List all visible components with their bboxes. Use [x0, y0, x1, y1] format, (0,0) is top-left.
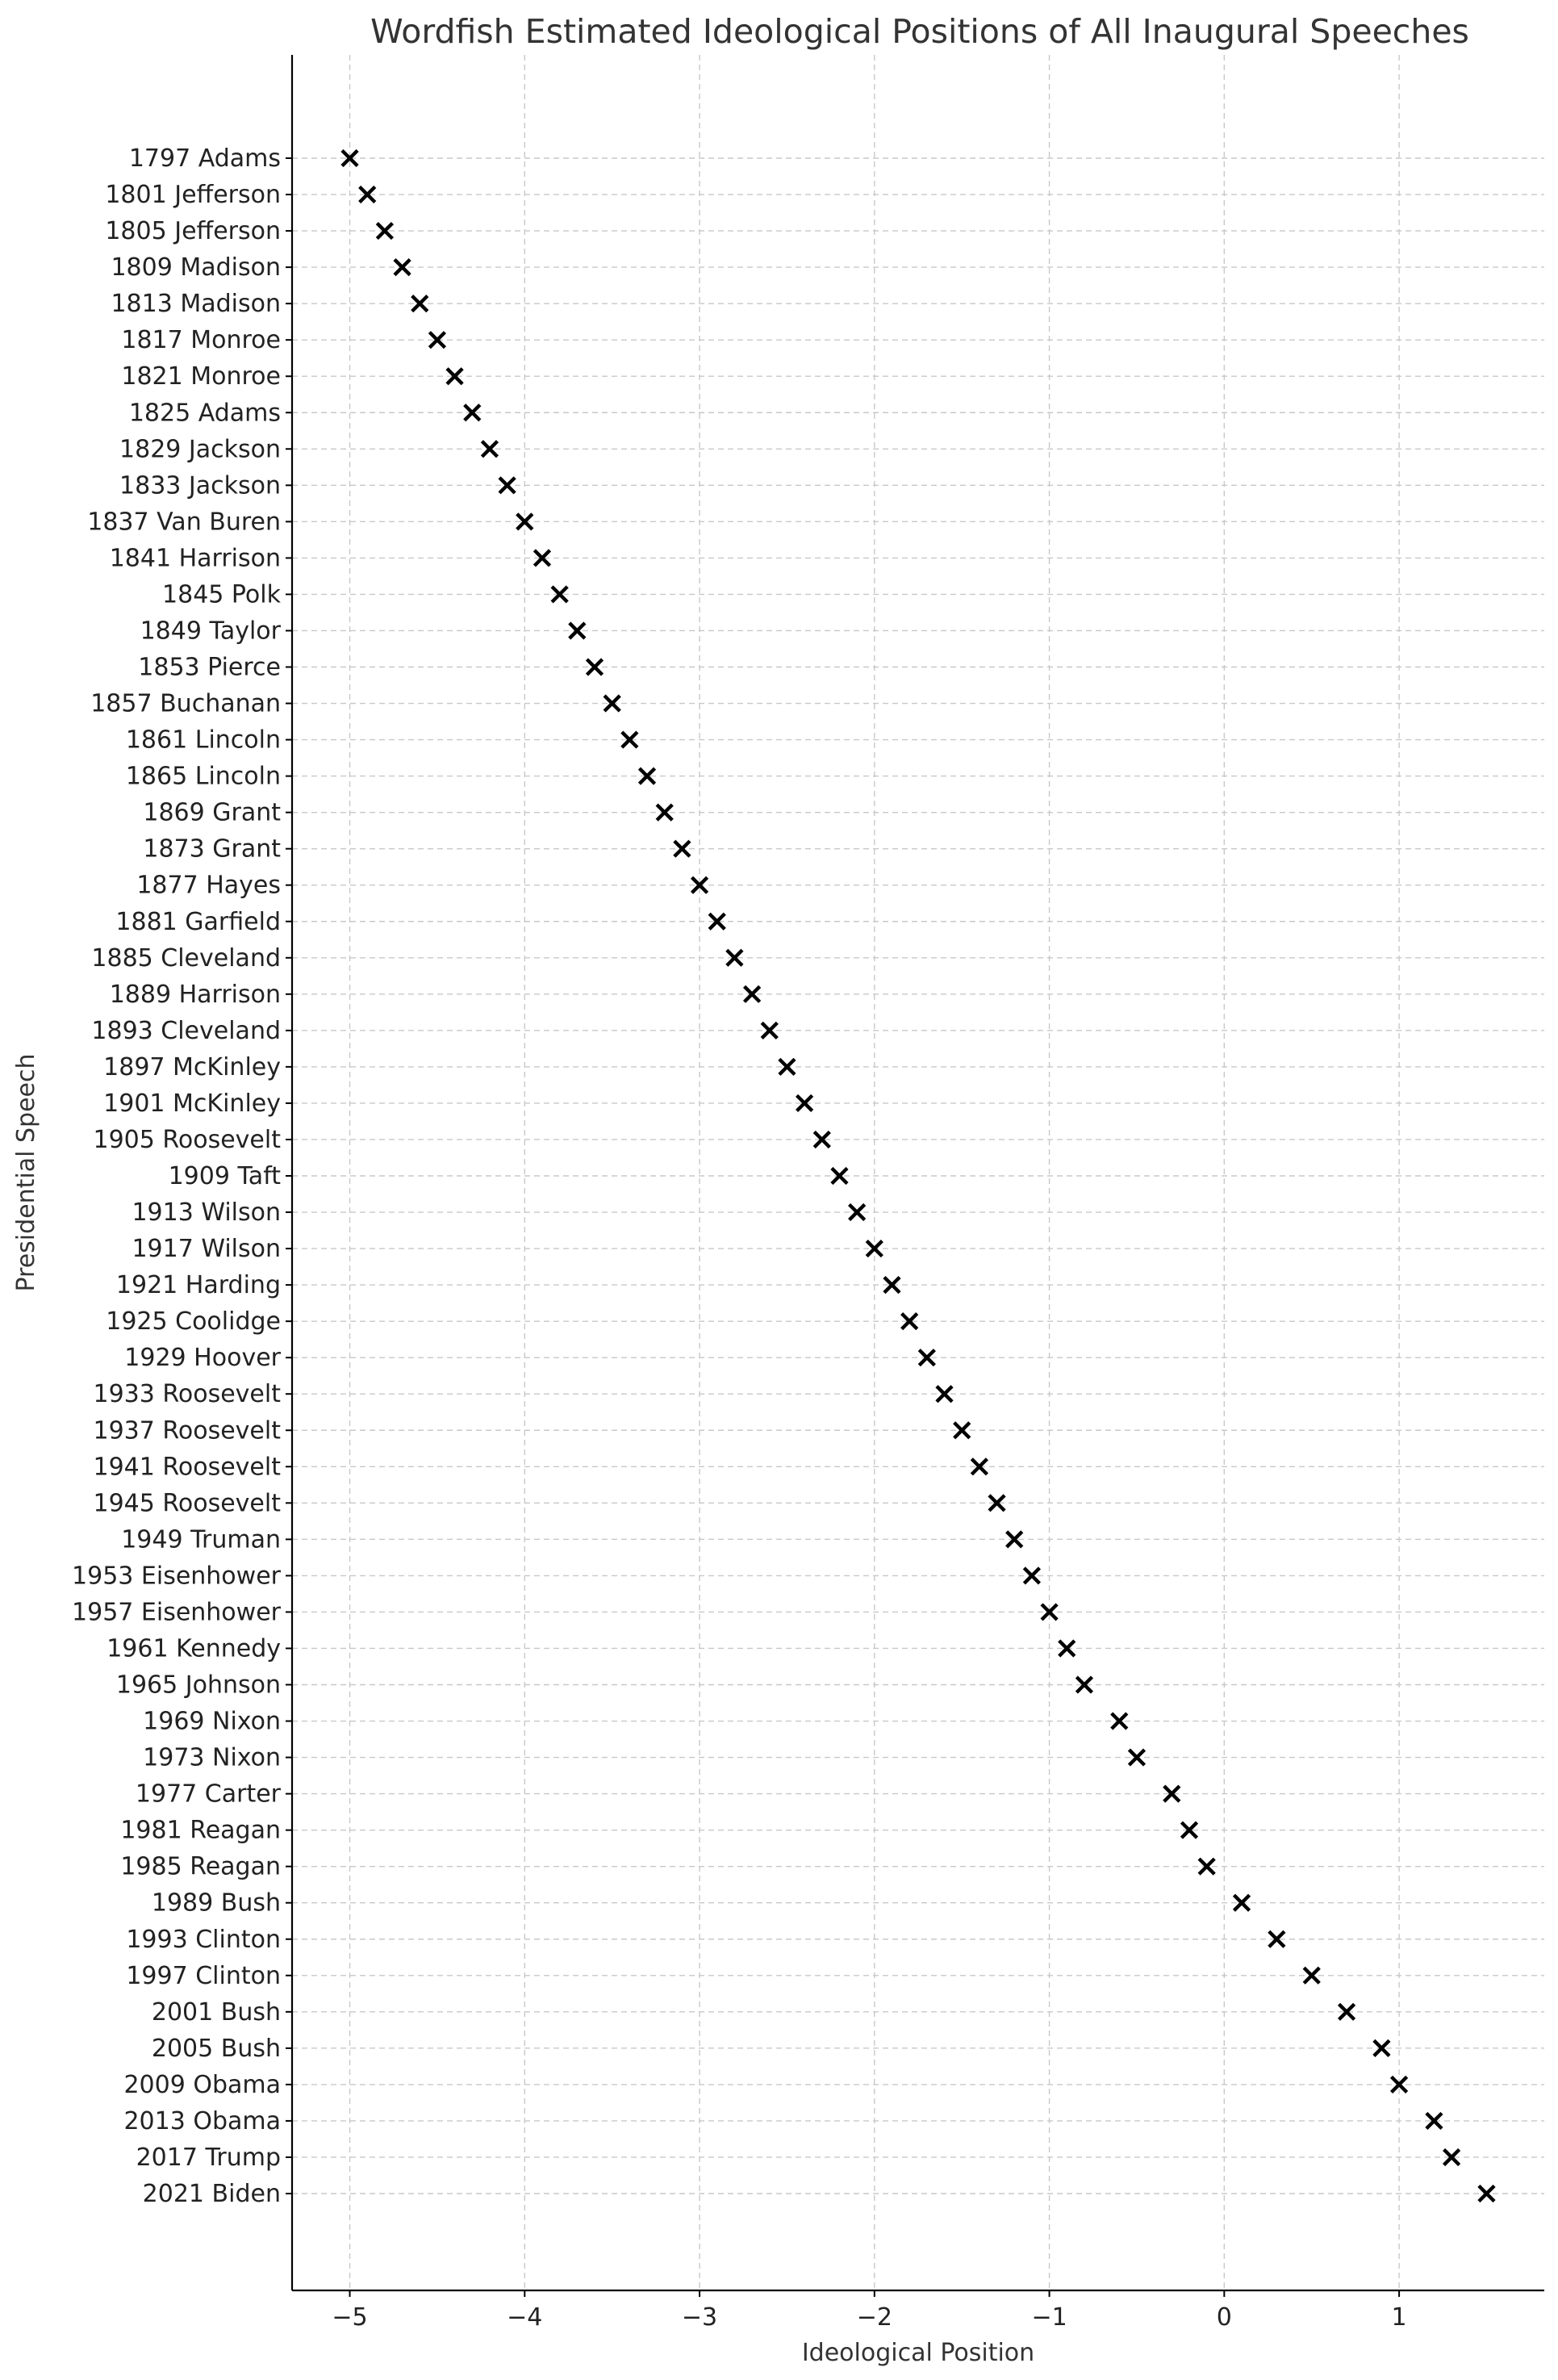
y-tick-label: 1805 Jefferson: [105, 217, 281, 246]
y-tick-label: 1873 Grant: [143, 834, 281, 864]
y-tick-label: 1997 Clinton: [126, 1961, 281, 1990]
y-tick-label: 1825 Adams: [128, 399, 281, 428]
y-tick-label: 1937 Roosevelt: [93, 1416, 281, 1445]
y-tick-label: 1829 Jackson: [119, 435, 281, 464]
y-tick-label: 1877 Hayes: [136, 871, 281, 900]
y-tick-label: 2001 Bush: [151, 1997, 281, 2027]
y-tick-label: 1849 Taylor: [140, 617, 281, 646]
y-tick-label: 1837 Van Buren: [87, 508, 281, 537]
y-tick-label: 1881 Garfield: [115, 907, 281, 936]
data-point-marker: [483, 442, 496, 455]
y-tick-label: 1801 Jefferson: [105, 181, 281, 210]
y-tick-label: 1897 McKinley: [103, 1052, 281, 1081]
data-point-marker: [396, 261, 409, 274]
y-tick-label: 1933 Roosevelt: [93, 1380, 281, 1409]
y-tick-label: 1797 Adams: [128, 144, 281, 173]
data-point-marker: [1025, 1569, 1038, 1582]
y-tick-label: 1981 Reagan: [120, 1816, 281, 1845]
y-tick-label: 1905 Roosevelt: [93, 1125, 281, 1154]
grid-lines: [292, 55, 1544, 2290]
data-point-marker: [675, 843, 688, 855]
y-tick-label: 1813 Madison: [111, 290, 281, 319]
y-tick-label: 1985 Reagan: [120, 1852, 281, 1881]
y-tick-label: 1973 Nixon: [143, 1743, 281, 1772]
y-tick-label: 1917 Wilson: [132, 1235, 281, 1264]
y-tick-label: 1953 Eisenhower: [72, 1562, 281, 1591]
data-point-marker: [588, 661, 601, 674]
y-tick-label: 1833 Jackson: [119, 471, 281, 500]
data-point-marker: [1480, 2187, 1493, 2200]
x-tick-label: −2: [856, 2303, 892, 2332]
y-tick-label: 2005 Bush: [151, 2034, 281, 2063]
y-tick-label: 1909 Taft: [168, 1162, 281, 1190]
x-tick-label: −1: [1031, 2303, 1067, 2332]
y-tick-label: 1869 Grant: [143, 798, 281, 827]
data-point-marker: [938, 1387, 951, 1400]
y-tick-label: 1885 Cleveland: [91, 943, 281, 972]
y-tick-label: 1945 Roosevelt: [93, 1489, 281, 1518]
data-point-marker: [1130, 1751, 1143, 1764]
data-point-marker: [850, 1206, 863, 1219]
data-point-marker: [763, 1024, 776, 1037]
data-point-marker: [955, 1424, 968, 1437]
y-tick-label: 1889 Harrison: [109, 980, 281, 1009]
y-tick-label: 1893 Cleveland: [91, 1016, 281, 1045]
x-axis-label: Ideological Position: [801, 2339, 1035, 2367]
y-tick-label: 1977 Carter: [135, 1780, 281, 1809]
x-tick-label: 1: [1391, 2303, 1407, 2332]
y-tick-label: 1929 Hoover: [124, 1344, 281, 1373]
x-tick-label: −5: [332, 2303, 368, 2332]
y-tick-label: 1809 Madison: [111, 253, 281, 282]
y-tick-label: 1989 Bush: [151, 1889, 281, 1918]
y-tick-label: 1993 Clinton: [126, 1925, 281, 1954]
y-tick-label: 1861 Lincoln: [125, 726, 281, 755]
y-axis-label: Presidential Speech: [12, 1053, 40, 1292]
axes-spines: [292, 55, 1544, 2290]
y-tick-label: 1865 Lincoln: [125, 762, 281, 791]
y-tick-label: 1949 Truman: [121, 1525, 281, 1554]
chart-title: Wordfish Estimated Ideological Positions of All Inaugural Speeches: [370, 12, 1469, 51]
data-point-marker: [501, 479, 514, 491]
y-tick-label: 1913 Wilson: [132, 1198, 281, 1228]
data-point-marker: [868, 1242, 881, 1255]
data-point-marker: [780, 1060, 793, 1073]
y-tick-label: 2021 Biden: [142, 2180, 281, 2208]
data-point-marker: [1113, 1715, 1126, 1728]
y-tick-label: 1853 Pierce: [138, 653, 281, 682]
y-tick-label: 1845 Polk: [162, 580, 281, 609]
y-tick-label: 1841 Harrison: [109, 544, 281, 573]
data-point-marker: [570, 624, 583, 637]
y-tick-label: 2009 Obama: [123, 2070, 281, 2099]
y-tick-label: 1817 Monroe: [121, 326, 281, 355]
y-tick-label: 1961 Kennedy: [107, 1634, 281, 1663]
y-tick-label: 1957 Eisenhower: [72, 1598, 281, 1627]
y-tick-label: 1925 Coolidge: [106, 1307, 281, 1336]
y-tick-label: 1969 Nixon: [143, 1707, 281, 1736]
y-tick-label: 1857 Buchanan: [90, 689, 281, 718]
y-tick-label: 1921 Harding: [115, 1271, 281, 1300]
y-tick-label: 2013 Obama: [123, 2106, 281, 2135]
x-axis-ticks: [332, 2290, 1406, 2332]
x-tick-label: 0: [1216, 2303, 1232, 2332]
y-tick-label: 1941 Roosevelt: [93, 1453, 281, 1482]
data-point-marker: [1305, 1969, 1318, 1982]
y-axis-ticks: [72, 144, 292, 2208]
y-tick-label: 1821 Monroe: [121, 362, 281, 391]
y-tick-label: 2017 Trump: [136, 2143, 281, 2172]
x-tick-label: −4: [507, 2303, 543, 2332]
y-tick-label: 1965 Johnson: [115, 1671, 281, 1700]
x-tick-label: −3: [681, 2303, 718, 2332]
y-tick-label: 1901 McKinley: [103, 1089, 281, 1118]
data-point-marker: [413, 297, 426, 310]
